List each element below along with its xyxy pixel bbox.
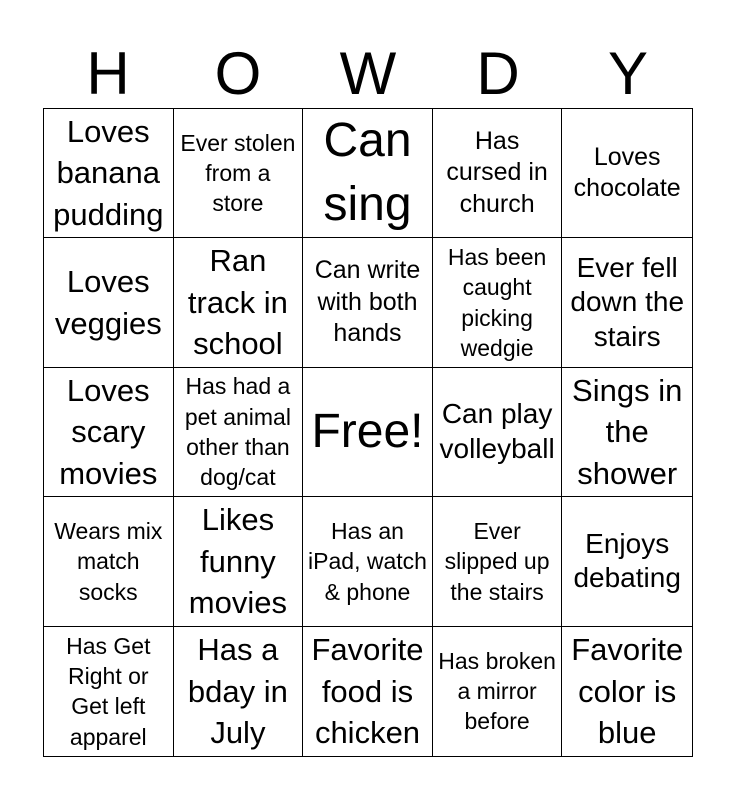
cell-text: Loves banana pudding	[53, 113, 164, 232]
bingo-cell[interactable]	[303, 238, 433, 367]
cell-text: Can play volleyball	[439, 398, 555, 464]
bingo-cell[interactable]	[44, 497, 174, 626]
bingo-cell[interactable]	[562, 627, 692, 756]
header-letter-d: D	[476, 40, 520, 107]
bingo-cell[interactable]	[174, 627, 304, 756]
cell-text: Loves scary movies	[59, 372, 158, 491]
cell-text: Has had a pet animal other than dog/cat	[184, 373, 291, 491]
cell-text: Wears mix match socks	[54, 517, 163, 605]
cell-text: Has been caught picking wedgie	[447, 243, 547, 361]
bingo-cell[interactable]	[174, 238, 304, 367]
bingo-cell[interactable]	[174, 109, 304, 238]
header-letter-o: O	[214, 40, 262, 107]
cell-text: Favorite color is blue	[571, 631, 684, 751]
bingo-cell[interactable]	[433, 627, 563, 756]
bingo-header	[43, 40, 693, 108]
cell-text: Has cursed in church	[446, 126, 548, 218]
bingo-cell[interactable]	[174, 368, 304, 497]
bingo-cell[interactable]	[433, 238, 563, 367]
bingo-cell[interactable]	[433, 109, 563, 238]
cell-text: Has Get Right or Get left apparel	[66, 632, 151, 750]
header-letter-h: H	[86, 40, 130, 107]
bingo-grid	[43, 108, 693, 757]
bingo-cell[interactable]	[44, 238, 174, 367]
bingo-cell[interactable]	[433, 497, 563, 626]
cell-text: Ever fell down the stairs	[570, 251, 685, 352]
header-letter-y: Y	[607, 40, 649, 107]
free-space[interactable]	[303, 368, 433, 497]
bingo-cell[interactable]	[562, 497, 692, 626]
header-letter-w: W	[339, 40, 397, 107]
bingo-cell[interactable]	[562, 368, 692, 497]
cell-text: Has an iPad, watch & phone	[308, 517, 427, 605]
bingo-cell[interactable]	[303, 497, 433, 626]
bingo-cell[interactable]	[303, 627, 433, 756]
cell-text: Has broken a mirror before	[438, 647, 556, 735]
cell-text: Ever slipped up the stairs	[444, 517, 550, 605]
bingo-cell[interactable]	[44, 109, 174, 238]
bingo-cell[interactable]	[562, 109, 692, 238]
bingo-cell[interactable]	[433, 368, 563, 497]
cell-text: Ran track in school	[187, 243, 288, 362]
bingo-cell[interactable]	[44, 368, 174, 497]
cell-text: Favorite food is chicken	[311, 631, 424, 751]
bingo-cell[interactable]	[303, 109, 433, 238]
bingo-cell[interactable]	[562, 238, 692, 367]
cell-text: Loves veggies	[54, 264, 162, 341]
bingo-cell[interactable]	[174, 497, 304, 626]
bingo-cell[interactable]	[44, 627, 174, 756]
cell-text: Ever stolen from a store	[180, 129, 296, 217]
cell-text: Can write with both hands	[314, 256, 421, 348]
cell-text: Enjoys debating	[573, 527, 681, 594]
cell-text: Has a bday in July	[187, 631, 288, 751]
cell-text: Sings in the shower	[572, 372, 683, 491]
cell-text: Loves chocolate	[573, 142, 681, 203]
cell-text: Likes funny movies	[188, 502, 287, 621]
cell-text: Can sing	[323, 114, 412, 232]
cell-text: Free!	[311, 405, 424, 459]
